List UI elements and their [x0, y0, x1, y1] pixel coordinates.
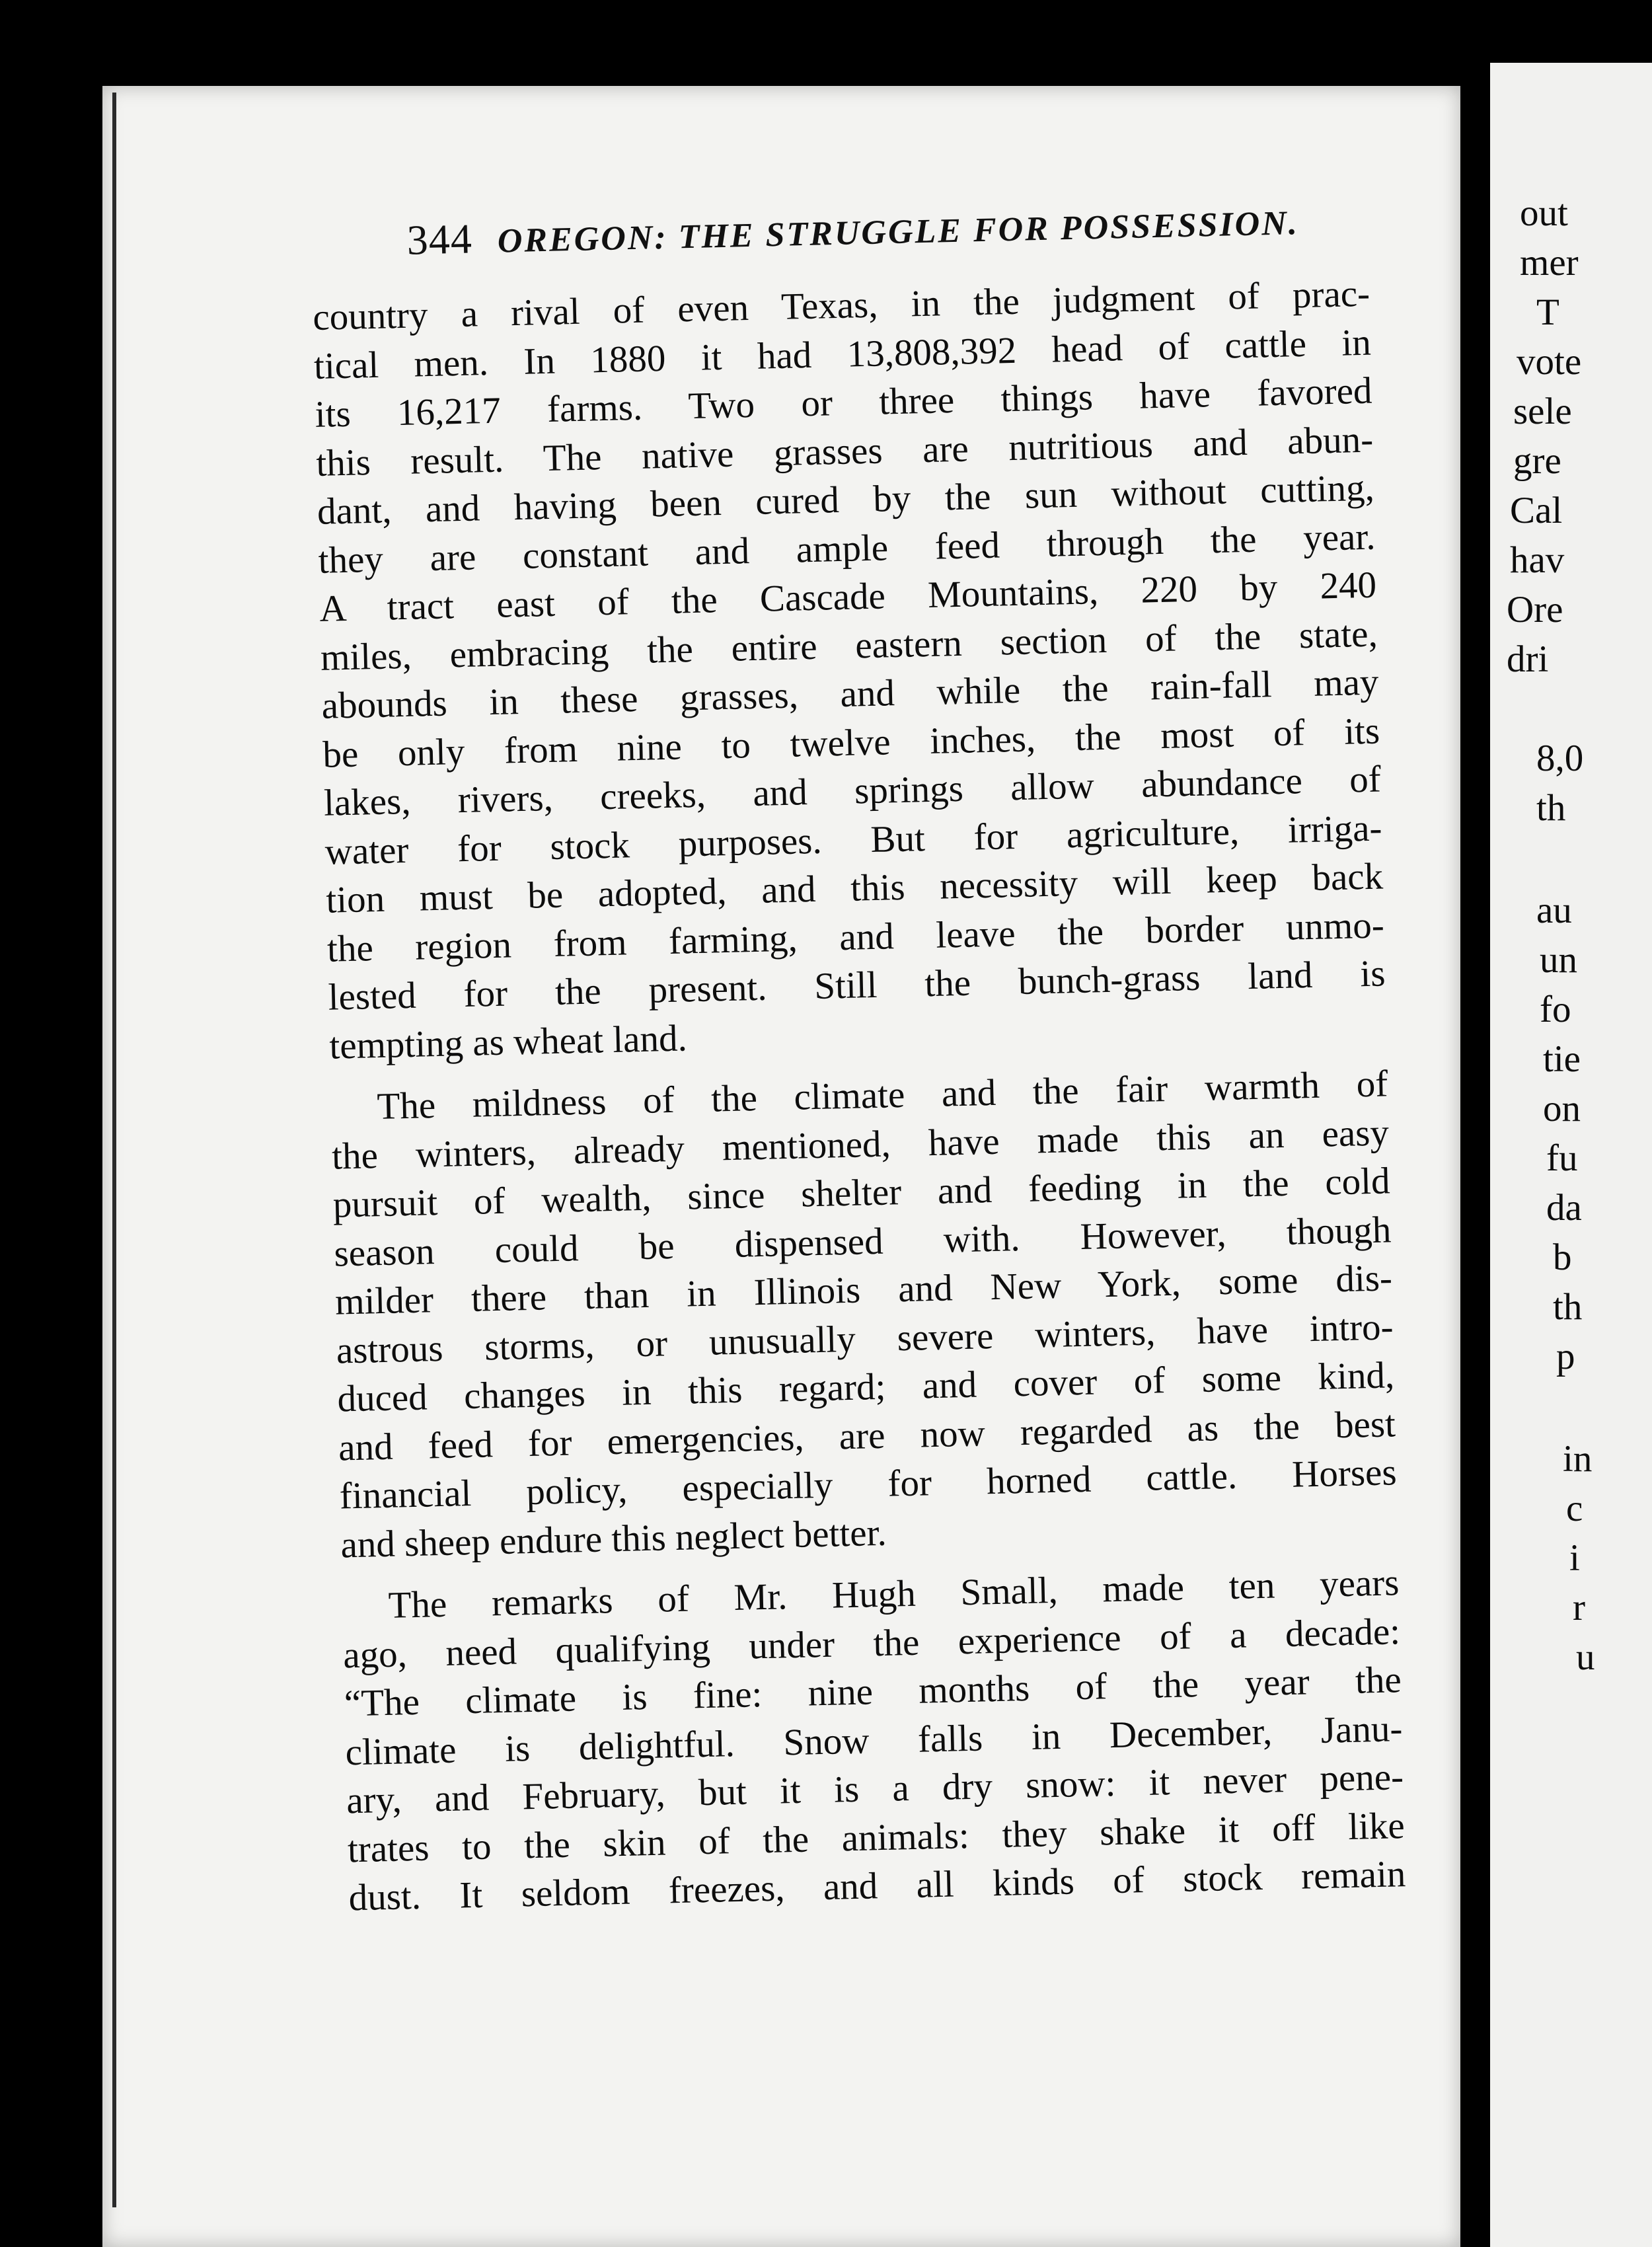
facing-page-fragment: tie [1543, 1038, 1581, 1080]
text-line: The remarks of Mr. Hugh Small, made ten years [387, 1562, 1400, 1626]
text-line: pursuit of wealth, since shelter and feeding in the cold [332, 1160, 1391, 1226]
facing-page-fragment: Ore [1507, 589, 1563, 630]
text-line: miles, embracing the entire eastern section of the state, [320, 613, 1378, 679]
facing-page-fragment: dri [1507, 638, 1549, 680]
facing-page-fragment: vote [1517, 341, 1582, 383]
facing-page-fragment: un [1540, 939, 1577, 981]
text-line: “The climate is fine: nine months of the year the [344, 1659, 1402, 1725]
facing-page-fragment: out [1520, 192, 1568, 234]
facing-page-fragment: th [1553, 1286, 1583, 1328]
facing-page-fragment: T [1536, 291, 1559, 333]
text-line: season could be dispensed with. However, though [333, 1208, 1392, 1275]
text-line: astrous storms, or unusually severe winters, have intro- [336, 1305, 1394, 1372]
text-line: tempting as wheat land. [328, 1016, 688, 1067]
text-line: the winters, already mentioned, have made this an easy [331, 1111, 1390, 1178]
facing-page-fragment: gre [1513, 440, 1561, 482]
text-line: lested for the present. Still the bunch-grass land is [328, 952, 1386, 1018]
facing-page-fragment: r [1573, 1587, 1585, 1628]
text-line: The mildness of the climate and the fair warmth of [376, 1063, 1388, 1128]
text-line: milder there than in Illinois and New York, some dis- [334, 1257, 1393, 1323]
facing-page-fragment: fo [1540, 989, 1571, 1030]
text-line: tion must be adopted, and this necessity will keep back [325, 855, 1384, 921]
text-line: water for stock purposes. But for agriculture, irriga- [324, 806, 1383, 873]
text-line: its 16,217 farms. Two or three things have favored [315, 369, 1373, 436]
facing-page-fragment: p [1556, 1336, 1575, 1377]
text-line: tical men. In 1880 it had 13,808,392 head of cattle in [313, 321, 1372, 387]
text-line: A tract east of the Cascade Mountains, 220 by 240 [319, 564, 1377, 630]
text-line: ago, need qualifying under the experience of a decade: [342, 1610, 1401, 1676]
facing-page-fragment: mer [1520, 242, 1579, 284]
text-line: trates to the skin of the animals: they shake it off like [347, 1804, 1406, 1870]
facing-page-fragment: au [1536, 890, 1572, 931]
facing-page-fragment: b [1553, 1237, 1572, 1278]
text-line: country a rival of even Texas, in the judgment of prac- [312, 272, 1370, 338]
text-line: this result. The native grasses are nutritious and abun- [315, 418, 1374, 484]
facing-page-fragment: sele [1513, 391, 1572, 432]
facing-page-fragment: Cal [1510, 490, 1563, 531]
facing-page-fragment: i [1569, 1537, 1580, 1579]
facing-page-fragment: th [1536, 787, 1566, 829]
text-line: dust. It seldom freezes, and all kinds of stock remain [348, 1853, 1406, 1919]
text-line: they are constant and ample feed through the year. [318, 515, 1376, 582]
text-line: lakes, rivers, creeks, and springs allow abundance of [323, 758, 1382, 824]
body-text [313, 269, 1440, 1923]
text-line: ary, and February, but it is a dry snow: it never pene- [346, 1756, 1404, 1822]
text-line: climate is delightful. Snow falls in December, Janu- [344, 1707, 1403, 1773]
page-content [311, 194, 1439, 1923]
text-line: financial policy, especially for horned cattle. Horses [339, 1451, 1398, 1517]
facing-page [1490, 63, 1652, 2247]
text-line: and sheep endure this neglect better. [340, 1511, 887, 1566]
facing-page-fragment: c [1566, 1488, 1583, 1529]
facing-page-fragment: on [1543, 1088, 1581, 1129]
facing-page-fragment: in [1563, 1438, 1593, 1480]
text-line: the region from farming, and leave the border unmo- [326, 903, 1385, 970]
facing-page-fragment: hav [1510, 539, 1565, 581]
binding-edge [112, 93, 116, 2207]
text-line: duced changes in this regard; and cover of some kind, [336, 1354, 1395, 1420]
text-line: dant, and having been cured by the sun without cutting, [317, 467, 1375, 533]
page-number: 344 [406, 215, 473, 264]
facing-page-fragment: fu [1546, 1137, 1578, 1179]
running-title: OREGON: THE STRUGGLE FOR POSSESSION. [497, 204, 1300, 260]
page-divider [1460, 0, 1490, 2247]
facing-page-fragment: 8,0 [1536, 738, 1584, 779]
text-line: be only from nine to twelve inches, the most of its [322, 709, 1380, 776]
text-line: and feed for emergencies, are now regarded as the best [338, 1402, 1396, 1469]
facing-page-fragment: u [1576, 1636, 1595, 1678]
facing-page-fragment: da [1546, 1187, 1582, 1229]
text-line: abounds in these grasses, and while the rain-fall may [321, 661, 1380, 727]
